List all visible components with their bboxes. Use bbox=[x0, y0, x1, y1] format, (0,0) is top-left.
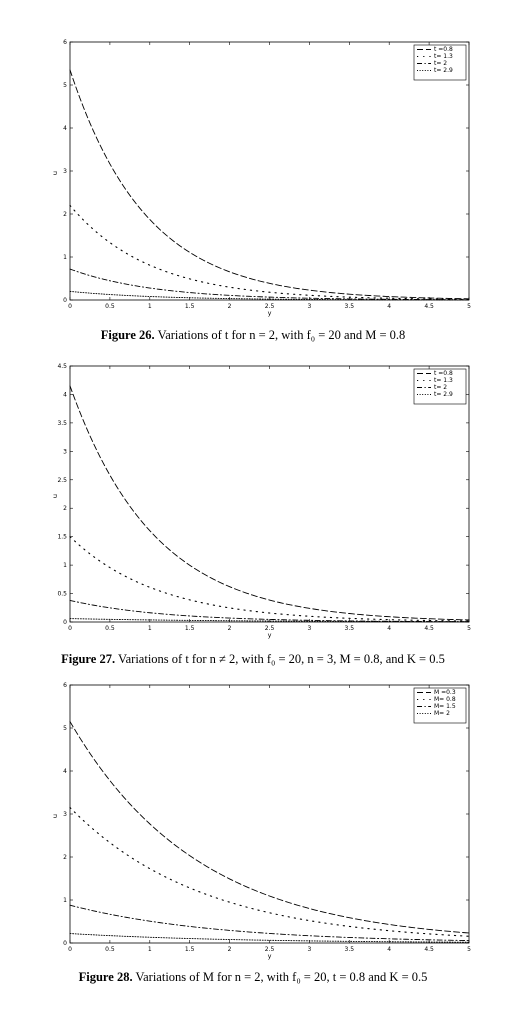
x-tick-label: 4.5 bbox=[424, 625, 434, 632]
series-line-1 bbox=[70, 70, 469, 299]
series-line-3 bbox=[70, 269, 469, 300]
x-tick-label: 1 bbox=[147, 625, 152, 632]
legend-entry-2: M= 0.8 bbox=[434, 696, 456, 703]
y-tick-label: 1 bbox=[63, 562, 67, 570]
x-tick-label: 4 bbox=[387, 625, 392, 632]
x-tick-label: 3 bbox=[307, 946, 312, 953]
y-tick-label: 4 bbox=[63, 125, 67, 132]
figure-26-caption-text: Variations of t for n = 2, with f₀ = 20 and M = 0.8 bbox=[157, 328, 406, 342]
y-tick-label: 5 bbox=[63, 82, 67, 89]
x-tick-label: 1.5 bbox=[184, 625, 195, 632]
x-tick-label: 2.5 bbox=[264, 303, 275, 310]
x-tick-label: 3 bbox=[307, 625, 312, 632]
figure-26 bbox=[0, 0, 506, 350]
figure-26-caption-label: Figure bbox=[100, 328, 136, 342]
y-tick-label: 1 bbox=[63, 254, 67, 261]
series-line-2 bbox=[70, 537, 469, 621]
y-tick-label: 6 bbox=[63, 39, 67, 46]
x-tick-label: 4.5 bbox=[424, 946, 434, 953]
x-tick-label: 3.5 bbox=[344, 946, 355, 953]
x-tick-label: 4.5 bbox=[424, 303, 434, 310]
legend-entry-3: M= 1.5 bbox=[434, 703, 456, 710]
legend-entry-4: M= 2 bbox=[434, 710, 450, 717]
x-tick-label: 4 bbox=[387, 946, 392, 953]
legend-entry-4: t= 2.9 bbox=[434, 67, 453, 74]
y-tick-label: 0 bbox=[63, 297, 67, 304]
figure-27-caption-text: Variations of t for n ≠ 2, with f₀ = 20, n = 3, M = 0.8, and K = 0.5 bbox=[117, 652, 445, 666]
legend-entry-2: t= 1.3 bbox=[434, 53, 453, 60]
x-tick-label: 1 bbox=[147, 303, 152, 310]
legend-entry-1: M =0.3 bbox=[434, 689, 456, 696]
y-tick-label: 3.5 bbox=[57, 419, 67, 427]
y-tick-label: 0 bbox=[63, 619, 67, 626]
x-tick-label: 0 bbox=[68, 625, 72, 632]
series-line-2 bbox=[70, 205, 469, 299]
legend-entry-1: t =0.8 bbox=[434, 46, 453, 53]
y-tick-label: 2 bbox=[63, 854, 67, 861]
y-axis-label: u bbox=[51, 493, 59, 499]
chart-figure-28 bbox=[0, 675, 506, 975]
y-tick-label: 0 bbox=[63, 940, 67, 947]
x-tick-label: 4 bbox=[387, 303, 392, 310]
y-tick-label: 0.5 bbox=[57, 590, 67, 598]
x-axis-label: y bbox=[267, 631, 272, 639]
x-tick-label: 0 bbox=[68, 946, 72, 953]
legend-entry-4: t= 2.9 bbox=[434, 391, 453, 398]
series-line-3 bbox=[70, 905, 469, 940]
figure-27-caption-number: 27. bbox=[99, 652, 116, 666]
y-tick-label: 1.5 bbox=[57, 533, 67, 541]
y-tick-label: 3 bbox=[63, 448, 67, 456]
legend-entry-3: t= 2 bbox=[434, 60, 448, 67]
x-tick-label: 0.5 bbox=[105, 946, 115, 953]
x-tick-label: 3.5 bbox=[344, 625, 355, 632]
series-line-1 bbox=[70, 386, 469, 620]
x-tick-label: 0 bbox=[68, 303, 72, 310]
legend-entry-2: t= 1.3 bbox=[434, 377, 453, 384]
series-line-3 bbox=[70, 600, 469, 621]
series-line-1 bbox=[70, 722, 469, 933]
x-tick-label: 1.5 bbox=[184, 303, 195, 310]
y-tick-label: 2.5 bbox=[57, 476, 67, 484]
x-tick-label: 2 bbox=[227, 946, 232, 953]
figure-26-caption-number: 26. bbox=[139, 328, 155, 342]
figure-27 bbox=[0, 350, 506, 675]
legend-entry-3: t= 2 bbox=[434, 384, 448, 391]
y-tick-label: 5 bbox=[63, 725, 67, 732]
figure-28-caption-label: Figure bbox=[78, 970, 114, 984]
plot-frame bbox=[70, 42, 469, 300]
figure-27-caption-label: Figure bbox=[61, 652, 97, 666]
x-tick-label: 2.5 bbox=[264, 946, 275, 953]
figure-28-caption-text: Variations of M for n = 2, with f₀ = 20, t = 0.8 and K = 0.5 bbox=[135, 970, 428, 984]
y-tick-label: 3 bbox=[63, 168, 67, 175]
figure-27-caption bbox=[0, 652, 506, 667]
y-tick-label: 2 bbox=[63, 211, 67, 218]
figure-28 bbox=[0, 675, 506, 1013]
y-tick-label: 4.5 bbox=[57, 363, 67, 370]
x-tick-label: 5 bbox=[467, 946, 471, 953]
x-tick-label: 2 bbox=[227, 625, 232, 632]
y-axis-label: u bbox=[51, 813, 59, 819]
chart-figure-27 bbox=[0, 350, 506, 650]
y-tick-label: 4 bbox=[63, 391, 67, 399]
figure-28-caption-number: 28. bbox=[116, 970, 133, 984]
x-tick-label: 2 bbox=[227, 303, 232, 310]
plot-frame bbox=[70, 366, 469, 622]
x-tick-label: 0.5 bbox=[105, 625, 115, 632]
series-line-2 bbox=[70, 808, 469, 937]
figure-28-caption bbox=[0, 970, 506, 985]
x-tick-label: 1.5 bbox=[184, 946, 195, 953]
x-tick-label: 0.5 bbox=[105, 303, 115, 310]
plot-frame bbox=[70, 685, 469, 943]
figure-26-caption bbox=[0, 328, 506, 343]
y-axis-label: u bbox=[51, 170, 59, 176]
x-tick-label: 3.5 bbox=[344, 303, 355, 310]
x-axis-label: y bbox=[267, 952, 272, 960]
y-tick-label: 4 bbox=[63, 768, 67, 775]
legend-entry-1: t =0.8 bbox=[434, 370, 453, 377]
x-axis-label: y bbox=[267, 309, 272, 317]
y-tick-label: 6 bbox=[63, 682, 67, 689]
x-tick-label: 3 bbox=[307, 303, 312, 310]
x-tick-label: 1 bbox=[147, 946, 152, 953]
x-tick-label: 5 bbox=[467, 625, 471, 632]
y-tick-label: 3 bbox=[63, 811, 67, 818]
chart-figure-26 bbox=[0, 0, 506, 320]
x-tick-label: 2.5 bbox=[264, 625, 275, 632]
x-tick-label: 5 bbox=[467, 303, 471, 310]
y-tick-label: 1 bbox=[63, 897, 67, 904]
y-tick-label: 2 bbox=[63, 505, 67, 513]
